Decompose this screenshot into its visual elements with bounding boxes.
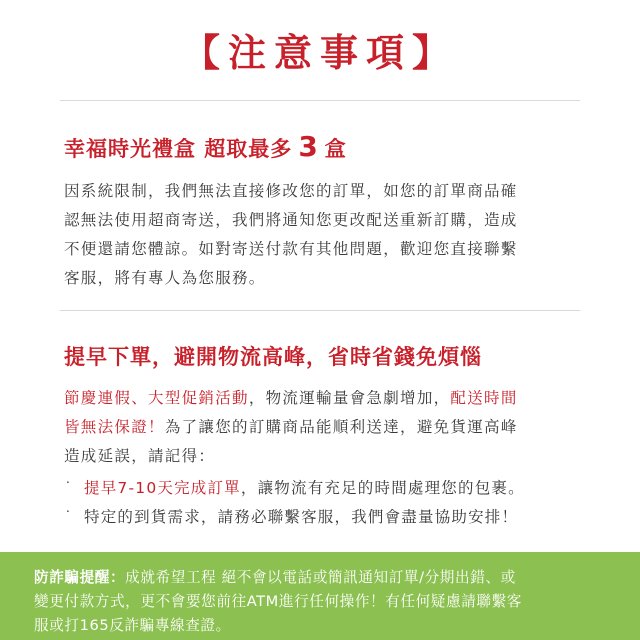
section1-heading bbox=[64, 130, 347, 163]
bullet-dot-icon: ˙ bbox=[64, 508, 73, 526]
section1-line: 因系統限制，我們無法直接修改您的訂單，如您的訂單商品確 bbox=[64, 182, 518, 200]
section2-line bbox=[64, 413, 584, 442]
fraud-warning-text: 成就希望工程 絕不會以電話或簡訊通知訂單/分期出錯、或 bbox=[125, 569, 516, 586]
reminder-list bbox=[64, 474, 584, 532]
section1-heading-unit: 盒 bbox=[324, 137, 347, 161]
bullet-dot-icon: ˙ bbox=[64, 479, 73, 497]
footer-line: 變更付款方式，更不會要您前往ATM進行任何操作！有任何疑慮請聯繫客 bbox=[34, 593, 522, 610]
section1-heading-number: 3 bbox=[298, 130, 319, 163]
list-item bbox=[64, 503, 584, 532]
order-early-text: 提早7-10天完成訂單 bbox=[84, 479, 241, 497]
fraud-warning-label: 防詐騙提醒： bbox=[34, 569, 126, 586]
section2-line bbox=[64, 384, 584, 413]
section1-paragraph bbox=[64, 177, 584, 293]
no-guarantee-text: 皆無法保證！ bbox=[64, 418, 165, 436]
holiday-warning-text: 節慶連假、大型促銷活動 bbox=[64, 389, 249, 407]
logistics-text: ，物流運輸量會急劇增加， bbox=[248, 389, 451, 407]
middle-divider bbox=[60, 310, 580, 311]
section1-line: 認無法使用超商寄送，我們將通知您更改配送重新訂購，造成 bbox=[64, 211, 518, 229]
footer-line: 服或打165反詐騙專線查證。 bbox=[34, 617, 231, 634]
footer-line bbox=[34, 566, 626, 590]
section2-line: 造成延誤，請記得： bbox=[64, 447, 216, 465]
section2-heading: 提早下單，避開物流高峰，省時省錢免煩惱 bbox=[64, 345, 482, 369]
section2-paragraph bbox=[64, 384, 584, 471]
section1-line: 不便還請您體諒。如對寄送付款有其他問題，歡迎您直接聯繫 bbox=[64, 240, 518, 258]
order-early-reason: ，讓物流有充足的時間處理您的包裹。 bbox=[240, 479, 525, 497]
top-divider bbox=[60, 100, 580, 101]
delivery-warning-text: 配送時間 bbox=[450, 389, 518, 407]
section1-line: 客服，將有專人為您服務。 bbox=[64, 269, 266, 287]
contact-service-text: 特定的到貨需求，請務必聯繫客服，我們會盡量協助安排！ bbox=[84, 508, 519, 526]
advice-text: 為了讓您的訂購商品能順利送達，避免貨運高峰 bbox=[164, 418, 518, 436]
list-item bbox=[64, 474, 584, 503]
page-title: 【注意事項】 bbox=[181, 31, 458, 75]
fraud-warning-footer bbox=[0, 552, 640, 640]
section1-heading-text: 幸福時光禮盒 超取最多 bbox=[64, 137, 293, 161]
